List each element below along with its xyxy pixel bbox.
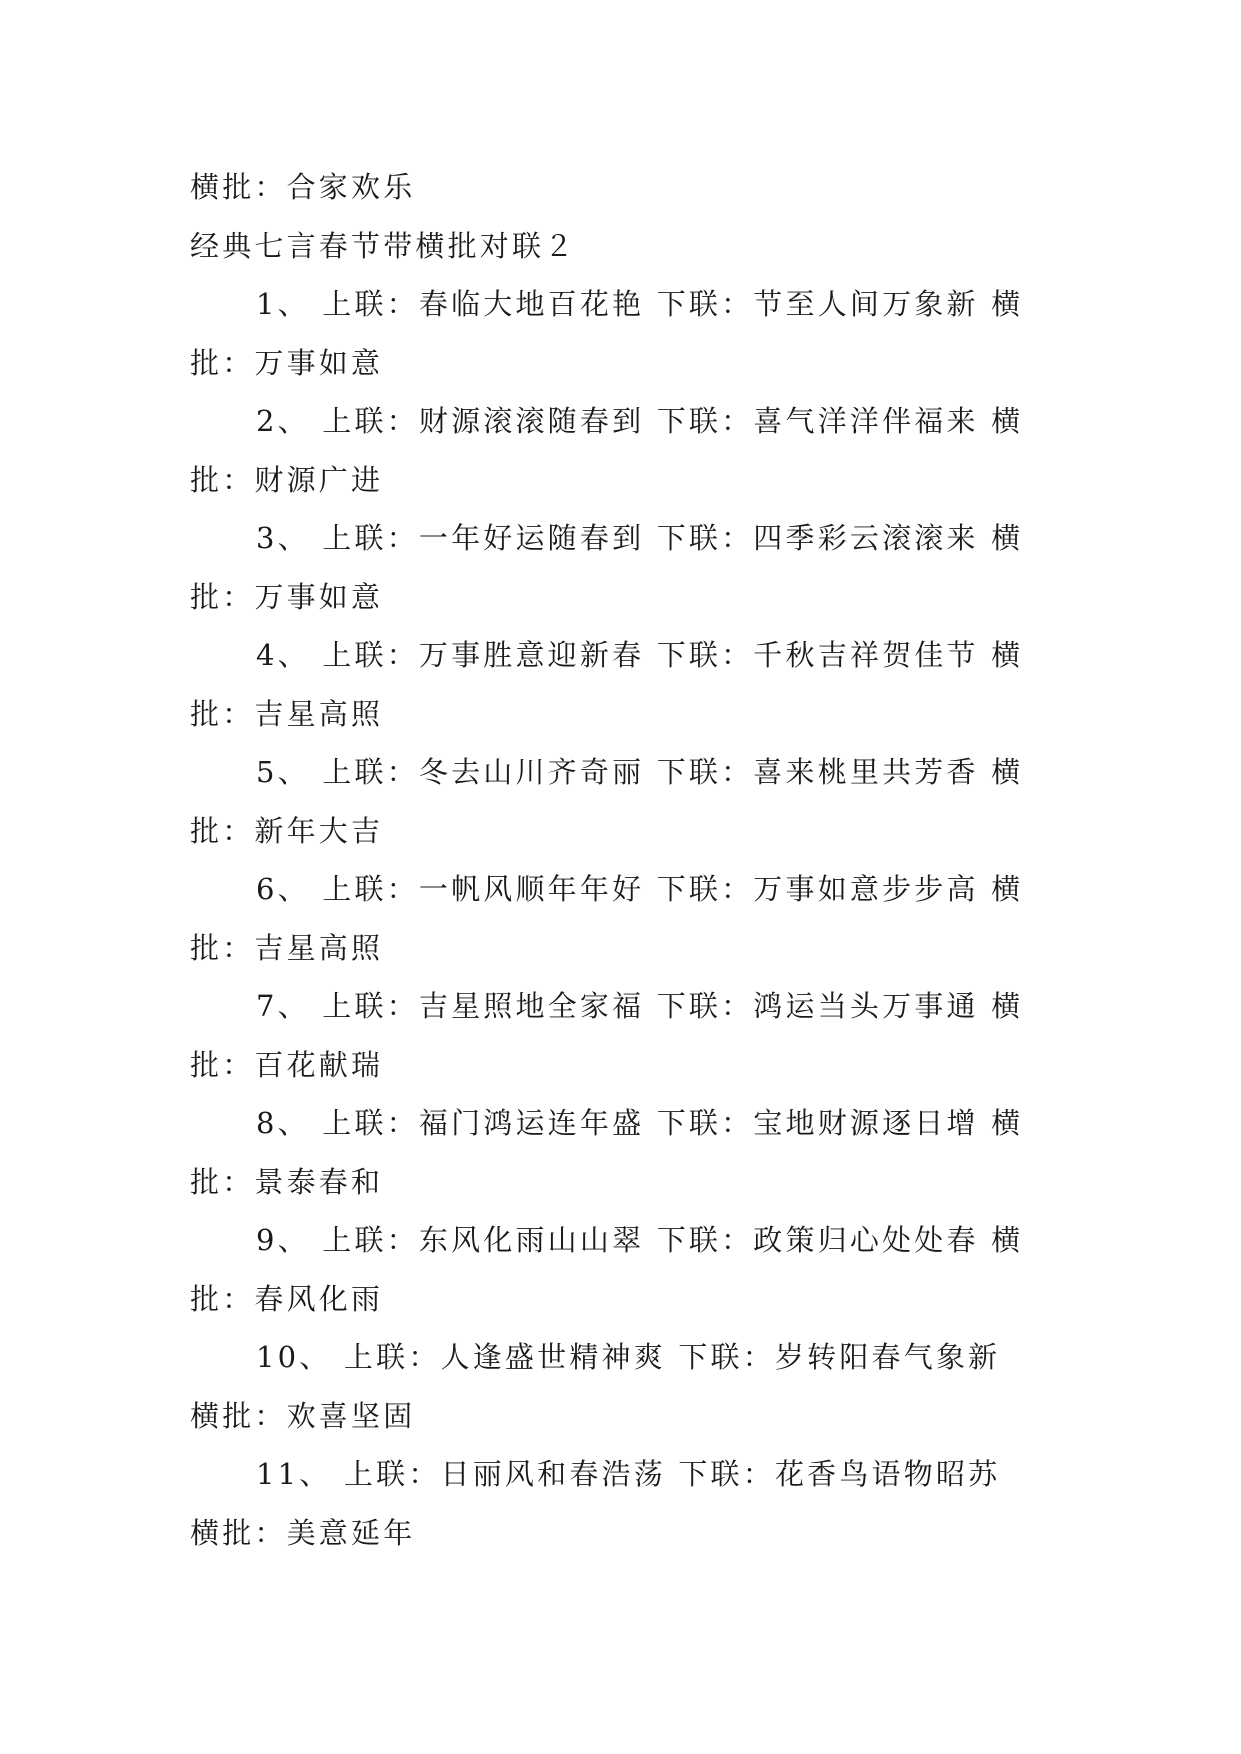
text-line: 横批：合家欢乐 xyxy=(190,170,416,204)
text-line: 横批：美意延年 xyxy=(190,1515,416,1550)
couplet-line: 5、 上联：冬去山川齐奇丽 下联：喜来桃里共芳香 横 xyxy=(256,755,1024,789)
document-body xyxy=(190,158,1052,1562)
couplet-line: 4、 上联：万事胜意迎新春 下联：千秋吉祥贺佳节 横 xyxy=(256,638,1024,672)
couplet-line: 11、 上联：日丽风和春浩荡 下联：花香鸟语物昭苏 xyxy=(256,1457,1001,1491)
text-line: 批：吉星高照 xyxy=(190,930,384,965)
text-line: 批：春风化雨 xyxy=(190,1281,384,1316)
couplet-line: 2、 上联：财源滚滚随春到 下联：喜气洋洋伴福来 横 xyxy=(256,404,1024,438)
text-line: 批：万事如意 xyxy=(190,579,384,614)
couplet-line: 6、 上联：一帆风顺年年好 下联：万事如意步步高 横 xyxy=(256,872,1024,906)
text-line: 批：万事如意 xyxy=(190,345,384,380)
couplet-line: 3、 上联：一年好运随春到 下联：四季彩云滚滚来 横 xyxy=(256,521,1024,555)
section-heading: 经典七言春节带横批对联２ xyxy=(190,228,577,263)
couplet-line: 8、 上联：福门鸿运连年盛 下联：宝地财源逐日增 横 xyxy=(256,1106,1024,1140)
couplet-line: 9、 上联：东风化雨山山翠 下联：政策归心处处春 横 xyxy=(256,1223,1024,1257)
text-line: 批：吉星高照 xyxy=(190,696,384,731)
text-line: 横批：欢喜坚固 xyxy=(190,1398,416,1433)
couplet-line: 10、 上联：人逢盛世精神爽 下联：岁转阳春气象新 xyxy=(256,1340,1001,1374)
text-line: 批：财源广进 xyxy=(190,462,384,497)
text-line: 批：新年大吉 xyxy=(190,813,384,848)
couplet-line: 7、 上联：吉星照地全家福 下联：鸿运当头万事通 横 xyxy=(256,989,1024,1023)
couplet-line: 1、 上联：春临大地百花艳 下联：节至人间万象新 横 xyxy=(256,287,1024,321)
text-line: 批：百花献瑞 xyxy=(190,1047,384,1082)
text-line: 批：景泰春和 xyxy=(190,1164,384,1199)
